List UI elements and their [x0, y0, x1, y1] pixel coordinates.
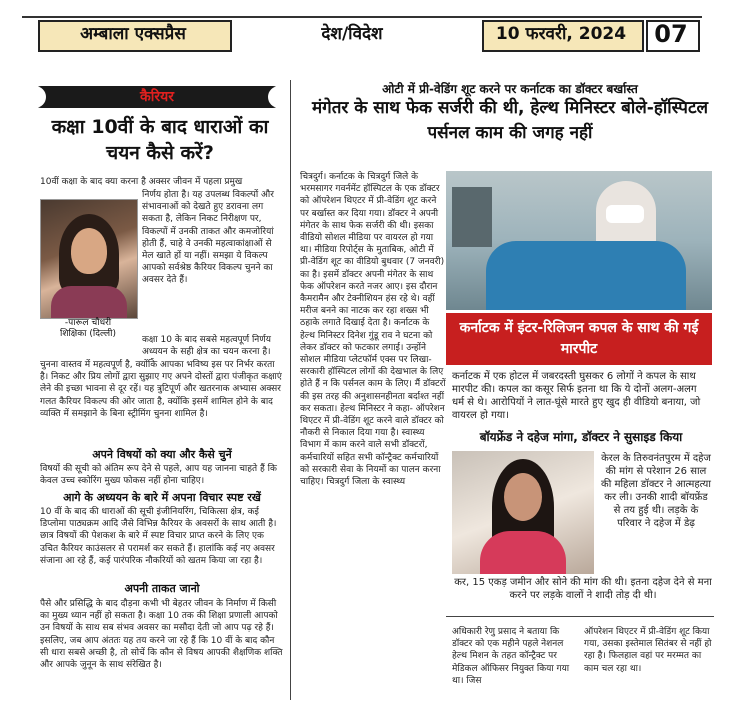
career-headline: कक्षा 10वीं के बाद धाराओं का चयन कैसे करें? — [51, 116, 269, 164]
author-name: -पारूल चौधरी — [64, 318, 112, 328]
author-role: शिक्षिका (दिल्ली) — [60, 329, 116, 339]
page-number: 07 — [654, 20, 688, 48]
masthead — [22, 16, 702, 52]
prewedding-photo — [446, 171, 712, 310]
interreligion-headline: कर्नाटक में इंटर-रिलिजन कपल के साथ की गई मारपीट — [459, 320, 699, 357]
prewedding-photo-equipment — [452, 187, 492, 247]
issue-date: 10 फरवरी, 2024 — [495, 24, 627, 44]
career-sub3-text: पैसे और प्रसिद्धि के बाद दौड़ना कभी भी बेहतर जीवन के निर्माण में किसी का मुख्य ध्यान नहीं हो सकता है। कक्षा 10 तक की शिक्षा प्रणाली आपको उन विषयों के साथ सब संभव अवसर का मसौदा देती जो आप पढ़ रहे हैं। इसलिए, जब आप अंततः यह तय करने जा रहे हैं कि 10 वीं के बाद कौन सी धारा सबसे अच्छी है, तो सोचें कि कौन से विषय आपकी शैक्षणिक शक्ति और आपके जुनून के साथ संरेखित है। — [40, 599, 283, 671]
masthead-rule — [22, 16, 702, 18]
author-photo — [40, 199, 138, 319]
dowry-headline: बॉयफ्रेंड ने दहेज मांगा, डॉक्टर ने सुसाइड किया — [479, 430, 683, 444]
doctor-photo — [452, 451, 594, 574]
interreligion-text: कर्नाटक में एक होटल में जबरदस्ती घुसकर 6 लोगों ने कपल के साथ मारपीट की। कपल का कसूर सिर्फ इतना था कि ये दोनों अलग-अलग धर्म से थे। आरोपियों ने लात-घूंसे मारते हुए खुद ही वीडियो बनाया, जो वायरल हो गया। — [452, 371, 701, 421]
career-subhead-2: आगे के अध्ययन के बारे में अपना विचार स्पष्ट रखें — [63, 491, 261, 504]
career-subhead-1: अपने विषयों को क्या और कैसे चुनें — [92, 448, 232, 461]
career-sub2-text: 10 वीं के बाद की धाराओं की सूची इंजीनियरिंग, चिकित्सा क्षेत्र, कई डिप्लोमा पाठ्यक्रम आदि जैसे विभिन्न कैरियर के अवसरों के साथ आती है। छात्र विषयों की पेशकश के बारे में स्पष्ट विचार प्राप्त करने के लिए एक उचित कैरियर काउंसलर से परामर्श कर सकते हैं। हालांकि कई नए अवसर संजाना आ रहे हैं, कई पारंपरिक नौकरियों को खतम किया जा रहा है। — [40, 507, 277, 566]
column-divider — [290, 80, 291, 700]
interreligion-headline-box — [446, 313, 712, 365]
author-photo-body — [51, 286, 127, 318]
author-photo-face — [71, 228, 107, 274]
dowry-text: केरल के तिरुवनंतपुरम में दहेज की मांग से परेशान 26 साल की महिला डॉक्टर ने आत्महत्या कर ली। उनकी शादी बॉयफ्रेंड से तय हुई थी। लड़के के परिवार ने दहेज में डेढ़ — [601, 453, 711, 529]
doctor-photo-face — [504, 473, 542, 521]
news-headline: मंगेतर के साथ फेक सर्जरी की थी, हेल्थ मिनिस्टर बोले-हॉस्पिटल पर्सनल काम की जगह नहीं — [311, 98, 709, 143]
news-bottom-right: ऑपरेशन थिएटर में प्री-वेडिंग शूट किया गया, उसका इस्तेमाल सितंबर से नहीं हो रहा है। फिलहाल वहां पर मरम्मत का काम चल रहा था। — [584, 627, 712, 674]
career-sub1-text: विषयों की सूची को अंतिम रूप देने से पहले, आप यह जानना चाहते हैं कि केवल उच्च स्कोरिंग मुख्य फोकस नहीं होना चाहिए। — [40, 464, 277, 487]
prewedding-photo-bed — [486, 241, 686, 310]
career-intro-first: 10वीं कक्षा के बाद क्या करना है अक्सर जीवन में पहला प्रमुख — [40, 177, 243, 187]
doctor-photo-dress — [480, 531, 566, 574]
dowry-text-tail: कर, 15 एकड़ जमीन और सोने की मांग की थी। इतना दहेज देने से मना करने पर लड़के वालों ने शादी तोड़ दी थी। — [454, 577, 712, 601]
section-name: देश/विदेश — [321, 24, 383, 44]
paper-name: अम्बाला एक्सप्रैस — [80, 24, 186, 44]
news-kicker: ओटी में प्री-वेडिंग शूट करने पर कर्नाटक का डॉक्टर बर्खास्त — [382, 82, 638, 96]
bottom-section-rule — [446, 616, 714, 617]
career-intro-right: निर्णय होता है। यह उपलब्ध विकल्पों और संभावनाओं को देखते हुए डरावना लग सकता है, लेकिन निकट निरीक्षण पर, विकल्पों में उनकी ताकत और कमजोरियां होती हैं, चाहे वे उनकी महत्वाकांक्षाओं से मेल खाते हों या नहीं। समझा ये विकल्प आपको सर्वश्रेष्ठ कैरियर विकल्प चुनने का अवसर देते हैं। — [142, 190, 274, 286]
category-label: कैरियर — [140, 89, 174, 105]
news-column-text: चित्रदुर्ग। कर्नाटक के चित्रदुर्ग जिले के भरमसागर गवर्नमेंट हॉस्पिटल के एक डॉक्टर को ऑपरेशन थिएटर में प्री-वेडिंग शूट करने पर बर्खास्त कर दिया गया। डॉक्टर ने अपनी मंगेतर के साथ फेक सर्जरी की थी। इसका वीडियो सोशल मीडिया पर वायरल हो गया था। मीडिया रिपोर्ट्स के मुताबिक, ओटी में प्री-वेडिंग शूट का वीडियो बुधवार (7 जनवरी) का है। इसमें डॉक्टर अपनी मंगेतर के साथ फेक ऑपरेशन करते नजर आए। इस दौरान कैमरामैन और टेक्नीशियन हंस रहे थे। वहीं मरीज बनने का नाटक कर रहा शख्स भी ठहाके लगाते दिखाई देता है। कर्नाटक के हेल्थ मिनिस्टर दिनेश गुंडू राव ने घटना को लेकर डॉक्टर को फटकार लगाई। उन्होंने सोशल मीडिया प्लेटफॉर्म एक्स पर लिखा- सरकारी हॉस्पिटल लोगों की देखभाल के लिए होते हैं न कि पर्सनल काम के लिए। मैं डॉक्टरों की इस तरह की अनुशासनहीनता बर्दाश्त नहीं कर सकता। हेल्थ मिनिस्टर ने कहा- ऑपरेशन थिएटर में प्री-वेडिंग शूट करने वाले डॉक्टर को नौकरी से निकाल दिया गया है। स्वास्थ्य विभाग में काम करने वाले सभी डॉक्टरों, कर्मचारियों सहित सभी कॉन्ट्रैक्ट कर्मचारियों को सरकारी सेवा के नियमों का पालन करना चाहिए। चित्रदुर्ग जिला के स्वास्थ्य — [300, 172, 446, 488]
career-para2: चुनना वास्तव में महत्वपूर्ण है, क्योंकि आपका भविष्य इस पर निर्भर करता है। निकट और प्रिय लोगों द्वारा सुझाए गए अपने दोस्तों द्वारा पंजीकृत कक्षाएं लेने की इच्छा भावना से दूर रहें। यह त्रुटिपूर्ण और खतरनाक अभ्यास अक्सर गलत कैरियर विकल्प की ओर जाता है, क्योंकि इसमें शामिल होने के बाद व्यक्ति में समझाने के बिना स्ट्रीमिंग चुनना शामिल है। — [40, 360, 282, 419]
career-subhead-3: अपनी ताकत जानो — [124, 582, 200, 595]
prewedding-photo-mask — [606, 205, 644, 223]
career-para2-right: कक्षा 10 के बाद सबसे महत्वपूर्ण निर्णय अध्ययन के सही क्षेत्र का चयन करना है। — [142, 335, 272, 358]
author-caption — [40, 318, 136, 340]
news-bottom-mid: अधिकारी रेणु प्रसाद ने बताया कि डॉक्टर को एक महीने पहले नेशनल हेल्थ मिशन के तहत कॉन्ट्रैक्ट पर मेडिकल ऑफिसर नियुक्त किया गया था। जिस — [452, 627, 570, 686]
